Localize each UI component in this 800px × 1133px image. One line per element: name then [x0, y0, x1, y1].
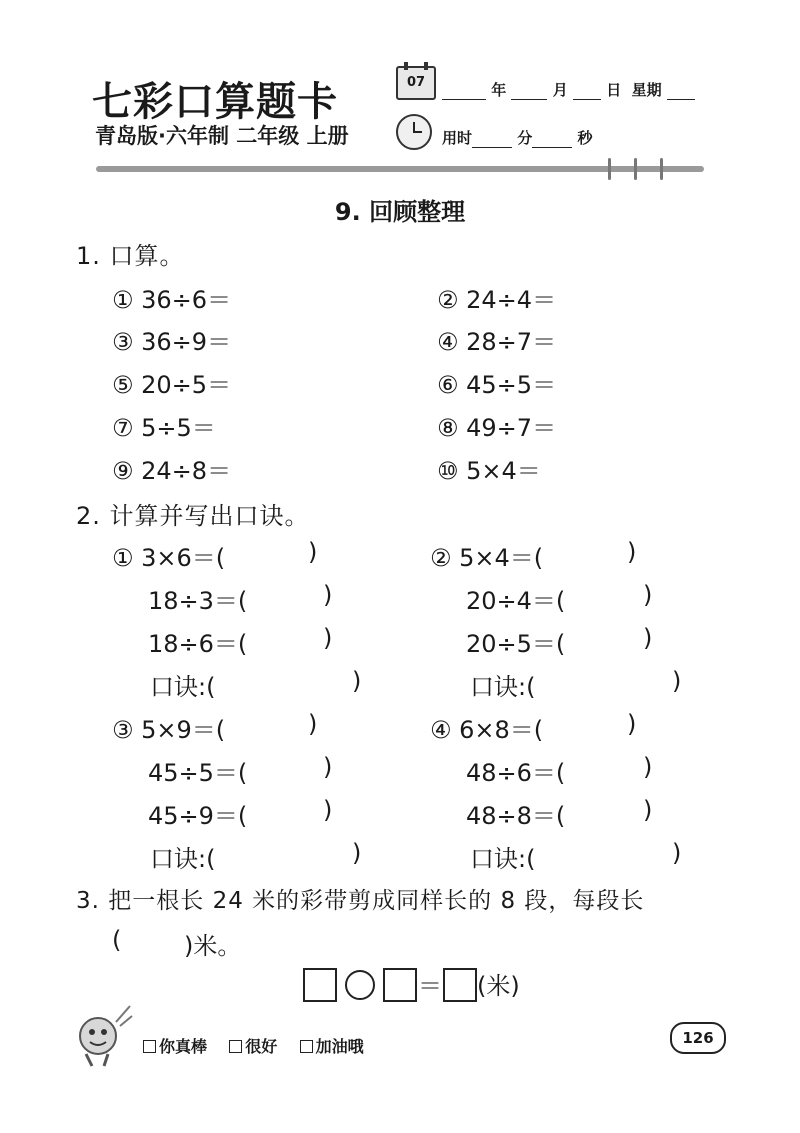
q1-item: ④ 28÷7＝: [437, 328, 557, 356]
month-blank[interactable]: [511, 85, 547, 100]
rating-checkbox[interactable]: [300, 1040, 313, 1053]
year-label: 年: [491, 81, 507, 99]
koujue-label: 口诀:(: [150, 845, 216, 873]
close-paren: ): [323, 581, 333, 609]
q3-close-paren: )米。: [184, 932, 242, 960]
q2-line: 20÷5＝(: [466, 630, 566, 658]
minutes-label: 分: [517, 129, 533, 147]
mascot-icon: [72, 1002, 134, 1068]
q2-line: 48÷8＝(: [466, 802, 566, 830]
q1-item: ⑧ 49÷7＝: [437, 414, 557, 442]
rating-label: 加油哦: [315, 1037, 364, 1056]
q2-line: 45÷9＝(: [148, 802, 248, 830]
rating-checkbox[interactable]: [229, 1040, 242, 1053]
koujue-label: 口诀:(: [470, 673, 536, 701]
answer-box[interactable]: [383, 968, 417, 1002]
unit-label: (米): [477, 972, 520, 1000]
close-paren: ): [352, 839, 362, 867]
calendar-day: 07: [406, 75, 426, 90]
q1-item: ② 24÷4＝: [437, 286, 557, 314]
page-number: 126: [670, 1022, 726, 1054]
month-label: 月: [552, 81, 568, 99]
year-blank[interactable]: [442, 85, 486, 100]
header-divider: [96, 166, 704, 172]
q1-title: 1. 口算。: [76, 242, 185, 270]
close-paren: ): [352, 667, 362, 695]
q1-item: ⑥ 45÷5＝: [437, 371, 557, 399]
close-paren: ): [643, 624, 653, 652]
date-fill-line: [442, 79, 695, 100]
seconds-label: 秒: [577, 129, 593, 147]
time-label: 用时: [442, 129, 473, 147]
close-paren: ): [308, 710, 318, 738]
q1-item: ⑦ 5÷5＝: [112, 414, 216, 442]
minutes-blank[interactable]: [472, 133, 512, 148]
answer-box[interactable]: [443, 968, 477, 1002]
q2-title: 2. 计算并写出口诀。: [76, 502, 310, 530]
close-paren: ): [672, 839, 682, 867]
q2-line: ④ 6×8＝(: [430, 716, 544, 744]
close-paren: ): [323, 624, 333, 652]
close-paren: ): [323, 796, 333, 824]
q3-open-paren: (: [112, 926, 122, 954]
operator-circle[interactable]: [345, 970, 375, 1000]
q1-item: ⑨ 24÷8＝: [112, 457, 232, 485]
close-paren: ): [308, 538, 318, 566]
q2-line: 18÷3＝(: [148, 587, 248, 615]
weekday-label: 星期: [631, 81, 662, 99]
day-label: 日: [606, 81, 622, 99]
calendar-icon: [396, 66, 436, 100]
q3-text: 3. 把一根长 24 米的彩带剪成同样长的 8 段，每段长: [76, 888, 645, 914]
binder-clip-icon: [634, 158, 637, 180]
edition-label: 青岛版·六年制 二年级 上册: [95, 124, 349, 148]
koujue-label: 口诀:(: [150, 673, 216, 701]
binder-clip-icon: [660, 158, 663, 180]
close-paren: ): [672, 667, 682, 695]
q1-item: ① 36÷6＝: [112, 286, 232, 314]
q1-item: ③ 36÷9＝: [112, 328, 232, 356]
binder-clip-icon: [608, 158, 611, 180]
q1-item: ⑤ 20÷5＝: [112, 371, 232, 399]
q2-line: 20÷4＝(: [466, 587, 566, 615]
q1-item: ⑩ 5×4＝: [437, 457, 541, 485]
brand-title: 七彩口算题卡: [92, 79, 338, 125]
close-paren: ): [627, 538, 637, 566]
q2-line: ② 5×4＝(: [430, 544, 544, 572]
close-paren: ): [627, 710, 637, 738]
q2-line: 45÷5＝(: [148, 759, 248, 787]
self-rating: [143, 1034, 364, 1057]
equals-sign: ＝: [418, 972, 442, 1000]
section-title: 9. 回顾整理: [334, 198, 466, 226]
close-paren: ): [323, 753, 333, 781]
rating-label: 你真棒: [159, 1037, 208, 1056]
rating-checkbox[interactable]: [143, 1040, 156, 1053]
time-fill-line: [442, 127, 593, 148]
q2-line: 18÷6＝(: [148, 630, 248, 658]
q2-line: ① 3×6＝(: [112, 544, 226, 572]
clock-icon: [396, 114, 432, 150]
weekday-blank[interactable]: [667, 85, 695, 100]
q2-line: 48÷6＝(: [466, 759, 566, 787]
day-blank[interactable]: [573, 85, 601, 100]
koujue-label: 口诀:(: [470, 845, 536, 873]
rating-label: 很好: [245, 1037, 278, 1056]
answer-box[interactable]: [303, 968, 337, 1002]
close-paren: ): [643, 753, 653, 781]
close-paren: ): [643, 796, 653, 824]
close-paren: ): [643, 581, 653, 609]
q2-line: ③ 5×9＝(: [112, 716, 226, 744]
seconds-blank[interactable]: [532, 133, 572, 148]
